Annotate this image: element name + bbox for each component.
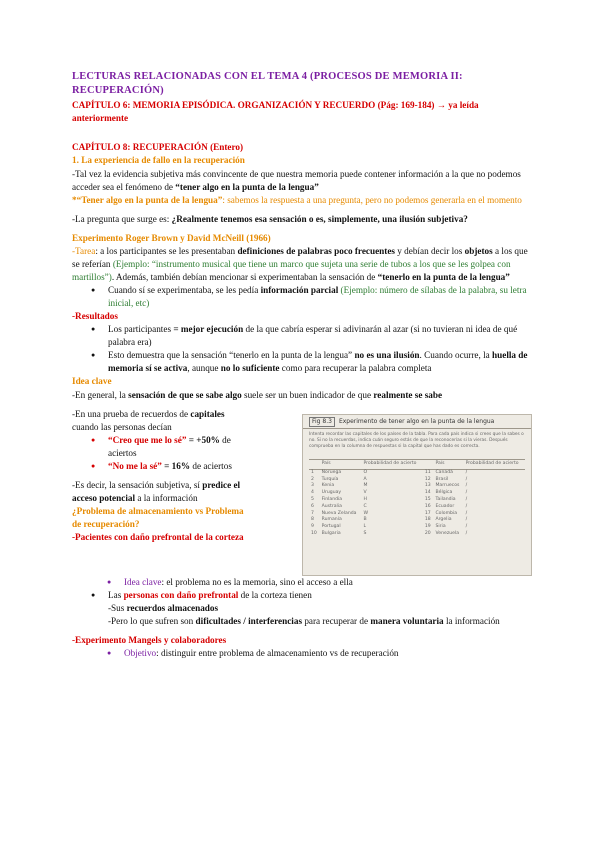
table-cell: Uruguay xyxy=(321,490,342,496)
table-cell: Argelia xyxy=(435,517,452,523)
table-cell: / xyxy=(465,490,468,496)
table-cell: W xyxy=(363,510,368,516)
table-row xyxy=(309,497,525,504)
list-item: ● Las personas con daño prefrontal de la corteza tienen -Sus recuerdos almacenados -Pero lo que sufren son dificultades / interferencias para recuperar de manera voluntaria la información xyxy=(108,589,532,628)
intro-paragraph: -Tal vez la evidencia subjetiva más convincente de que nuestra memoria puede contener información a la que no podemos acceder sea el fenómeno de “tener algo en la punta de la lengua” xyxy=(72,168,521,192)
table-row xyxy=(309,483,525,490)
table-row xyxy=(309,504,525,511)
table-cell: H xyxy=(363,496,367,502)
table-cell: Bulgaria xyxy=(321,530,341,536)
table-cell: A xyxy=(363,476,367,482)
table-cell: Portugal xyxy=(321,524,341,530)
list-item: ● Idea clave: el problema no es la memoria, sino el acceso a ella xyxy=(124,576,532,589)
table-cell: Marruecos xyxy=(435,483,460,489)
table-cell: / xyxy=(465,483,468,489)
table-cell: / xyxy=(465,496,468,502)
pacientes-heading: -Pacientes con daño prefrontal de la corteza xyxy=(72,532,244,543)
table-cell: / xyxy=(465,469,468,475)
table-cell: Venezuela xyxy=(435,530,460,536)
mangels-list xyxy=(72,647,532,660)
list-item: ● Los participantes = mejor ejecución de la que cabría esperar si adivinarán al azar (si no tuvieran ni idea de qué palabra era) xyxy=(108,323,532,349)
table-row xyxy=(309,476,525,483)
capitales-paragraph: -En una prueba de recuerdos de capitales cuando las personas decían xyxy=(72,408,225,432)
table-cell: 1 xyxy=(311,469,314,475)
table-cell: 12 xyxy=(424,476,431,482)
es-decir-paragraph: -Es decir, la sensación subjetiva, sí predice el acceso potencial a la información xyxy=(72,479,241,503)
pacientes-list xyxy=(72,576,532,628)
table-header: País xyxy=(320,459,362,469)
chapter6-heading: CAPÍTULO 6: MEMORIA EPISÓDICA. ORGANIZACIÓN Y RECUERDO (Pág: 169-184) → ya leída anteriormente xyxy=(72,100,479,124)
definition-paragraph: *“Tener algo en la punta de la lengua”: sabemos la respuesta a una pregunta, pero no podemos generarla en el momento xyxy=(72,194,522,205)
list-item: ● Esto demuestra que la sensación “tenerlo en la punta de la lengua” no es una ilusión. Cuando ocurre, la huella de memoria sí se activa, aunque no lo suficiente como para recuperar la palabra completa xyxy=(108,349,532,375)
list-item: ● Cuando sí se experimentaba, se les pedía información parcial (Ejemplo: número de sílabas de la palabra, su letra inicial, etc) xyxy=(108,284,532,310)
table-cell: 15 xyxy=(424,496,431,502)
capitales-list xyxy=(72,434,252,473)
table-cell: 4 xyxy=(311,490,314,496)
table-cell: L xyxy=(363,524,367,530)
figure-table xyxy=(309,459,525,538)
table-cell: 5 xyxy=(311,496,314,502)
table-cell: 20 xyxy=(424,530,431,536)
table-row xyxy=(309,469,525,476)
table-cell: 6 xyxy=(311,503,314,509)
table-cell: / xyxy=(465,524,468,530)
list-item: ● “Creo que me lo sé” = +50% de aciertos xyxy=(108,434,252,460)
table-cell: Nueva Zelanda xyxy=(321,510,357,516)
table-cell: / xyxy=(465,517,468,523)
chapter8-heading: CAPÍTULO 8: RECUPERACIÓN (Entero) xyxy=(72,142,244,153)
table-cell: 19 xyxy=(424,524,431,530)
experiment-brown-title: Experimento Roger Brown y David McNeill (1966) xyxy=(72,232,271,243)
table-cell: 16 xyxy=(424,503,431,509)
left-column xyxy=(72,408,252,545)
table-cell: Noruega xyxy=(321,469,342,475)
table-cell: 13 xyxy=(424,483,431,489)
table-cell: 9 xyxy=(311,524,314,530)
problema-heading: ¿Problema de almacenamiento vs Problema de recuperación? xyxy=(72,506,244,530)
results-list xyxy=(72,323,532,375)
idea-clave-paragraph: -En general, la sensación de que se sabe algo suele ser un buen indicador de que realmente se sabe xyxy=(72,389,443,400)
table-cell: Finlandia xyxy=(321,496,343,502)
question-paragraph: -La pregunta que surge es: ¿Realmente tenemos esa sensación o es, simplemente, una ilusión subjetiva? xyxy=(72,213,468,224)
list-item: ● “No me la sé” = 16% de aciertos xyxy=(108,460,252,473)
table-cell: Colombia xyxy=(435,510,458,516)
table-cell: Siria xyxy=(435,524,446,530)
table-header: Probabilidad de acierto xyxy=(464,459,525,469)
table-cell: S xyxy=(363,530,367,536)
tarea-list xyxy=(72,284,532,310)
tarea-paragraph: -Tarea: a los participantes se les presentaban definiciones de palabras poco frecuentes y debían decir los objetos a los que se referían (Ejemplo: “instrumento musical que tiene un marco que sujeta una serie de tubos a los que se les golpea con martillos”). Además, también debían mencionar si experimentaban la sensación de “tenerlo en la punta de la lengua” xyxy=(72,245,528,282)
table-cell: M xyxy=(363,483,368,489)
table-cell: B xyxy=(363,517,367,523)
table-cell: 2 xyxy=(311,476,314,482)
table-row xyxy=(309,531,525,538)
table-cell: O xyxy=(363,469,368,475)
table-cell: Brasil xyxy=(435,476,449,482)
figure-title: Experimento de tener algo en la punta de la lengua xyxy=(338,417,495,425)
table-cell: Canadá xyxy=(435,469,453,475)
table-cell: Rumanía xyxy=(321,517,342,523)
table-cell: 10 xyxy=(311,530,317,536)
table-cell: C xyxy=(363,503,367,509)
table-cell: 7 xyxy=(311,510,314,516)
table-cell: Turquía xyxy=(321,476,339,482)
list-item: ● Objetivo: distinguir entre problema de almacenamiento vs de recuperación xyxy=(124,647,532,660)
mangels-heading: -Experimento Mangels y colaboradores xyxy=(72,634,227,645)
table-cell: / xyxy=(465,530,468,536)
table-header: Probabilidad de acierto xyxy=(361,459,422,469)
figure-header xyxy=(303,415,531,429)
table-cell: 3 xyxy=(311,483,314,489)
table-cell: 17 xyxy=(424,510,431,516)
table-row xyxy=(309,490,525,497)
table-cell: / xyxy=(465,476,468,482)
figure-tip-of-tongue xyxy=(302,414,532,576)
idea-clave-heading: Idea clave xyxy=(72,376,112,387)
document-content xyxy=(72,70,532,660)
table-row xyxy=(309,524,525,531)
table-header: País xyxy=(433,459,463,469)
table-cell: / xyxy=(465,503,468,509)
table-cell: Bélgica xyxy=(435,490,453,496)
figure-description: Intenta recordar las capitales de los países de la tabla. Para cada país indica si crees que la sabes o no. Si no la recuerdas, indica cuán seguro estás de que la reconocerías si la vieras. Después comprueba en la columna de respuestas si la capital que has dado es correcta. xyxy=(309,431,524,449)
table-cell: Kenia xyxy=(321,483,335,489)
figure-tag: Fig 8.3 xyxy=(309,417,335,427)
table-row xyxy=(309,517,525,524)
page-title: LECTURAS RELACIONADAS CON EL TEMA 4 (PROCESOS DE MEMORIA II: RECUPERACIÓN) xyxy=(72,71,463,96)
table-cell: Australia xyxy=(321,503,342,509)
table-cell: 11 xyxy=(424,469,431,475)
table-cell: 18 xyxy=(424,517,431,523)
table-cell: Tailandia xyxy=(435,496,456,502)
table-cell: Ecuador xyxy=(435,503,455,509)
table-cell: V xyxy=(363,490,367,496)
results-heading: -Resultados xyxy=(72,311,118,322)
table-cell: / xyxy=(465,510,468,516)
section1-heading: 1. La experiencia de fallo en la recuperación xyxy=(72,155,245,166)
table-cell: 8 xyxy=(311,517,314,523)
table-cell: 14 xyxy=(424,490,431,496)
